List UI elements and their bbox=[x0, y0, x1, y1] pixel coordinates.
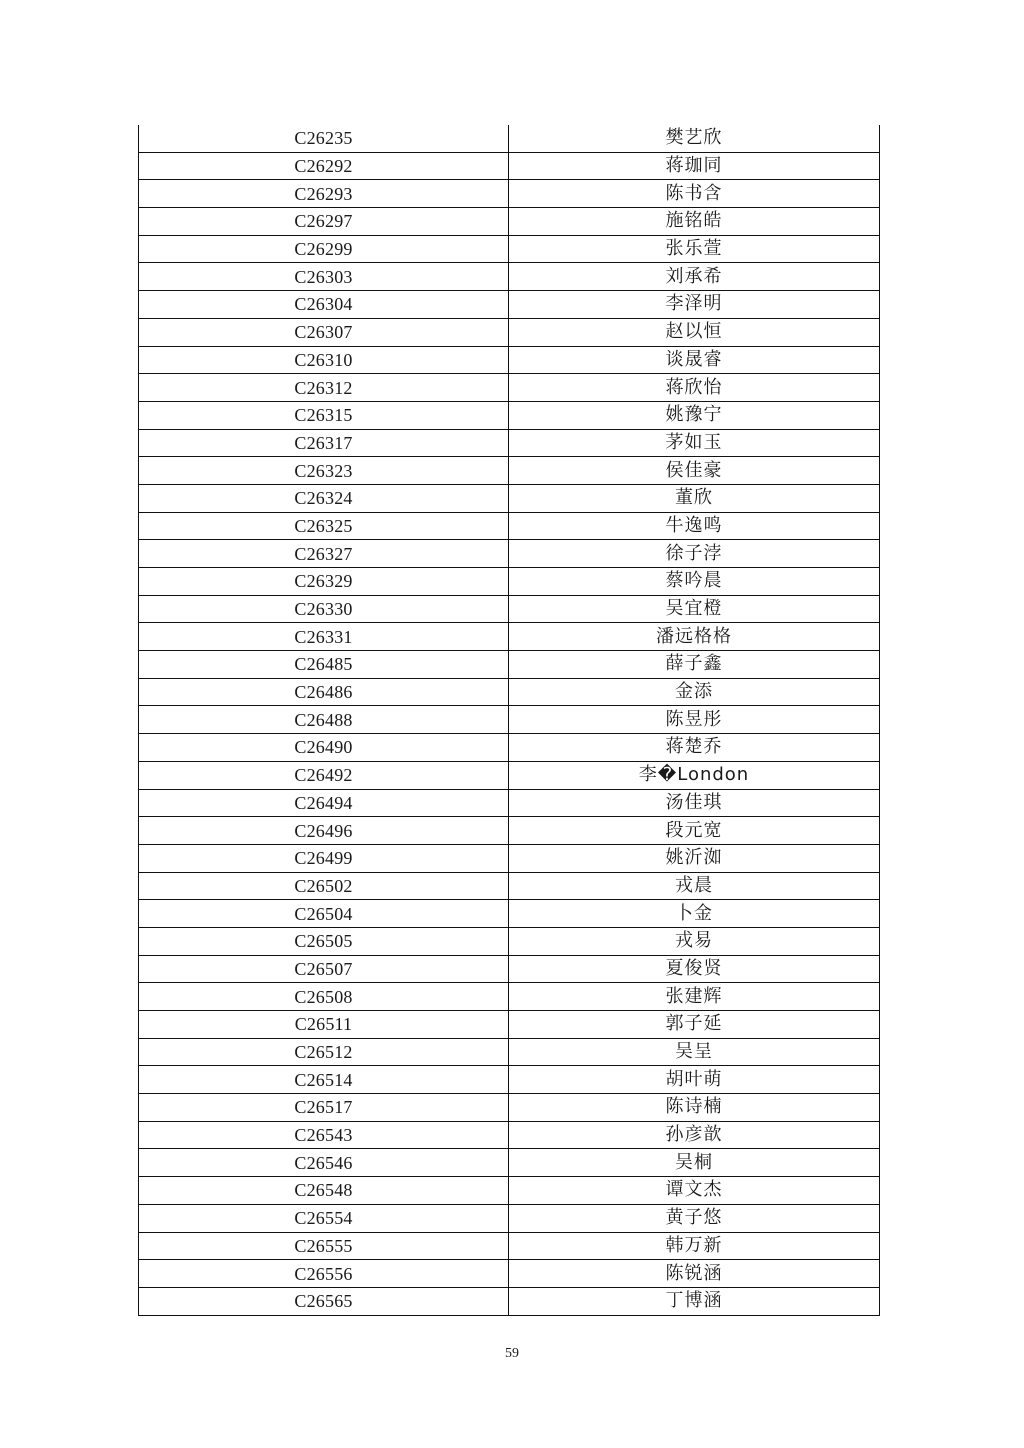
table-row bbox=[139, 291, 880, 319]
candidate-id-cell: C26488 bbox=[139, 706, 509, 734]
candidate-id-cell: C26556 bbox=[139, 1260, 509, 1288]
candidate-name-cell: 丁博涵 bbox=[509, 1287, 880, 1315]
candidate-id-cell: C26315 bbox=[139, 401, 509, 429]
candidate-name-cell: 黄子悠 bbox=[509, 1204, 880, 1232]
candidate-id-cell: C26327 bbox=[139, 540, 509, 568]
candidate-id-cell: C26303 bbox=[139, 263, 509, 291]
table-row bbox=[139, 1011, 880, 1039]
candidate-name-cell: 李�London bbox=[509, 761, 880, 789]
table-row bbox=[139, 208, 880, 236]
candidate-id-cell: C26499 bbox=[139, 844, 509, 872]
candidate-name-cell: 董欣 bbox=[509, 484, 880, 512]
candidate-name-cell: 潘远格格 bbox=[509, 623, 880, 651]
candidate-name-cell: 蔡吟晨 bbox=[509, 568, 880, 596]
table-row bbox=[139, 983, 880, 1011]
candidate-name-cell: 樊艺欣 bbox=[509, 125, 880, 152]
candidate-id-cell: C26502 bbox=[139, 872, 509, 900]
candidate-name-cell: 夏俊贤 bbox=[509, 955, 880, 983]
candidate-id-cell: C26235 bbox=[139, 125, 509, 152]
table-row bbox=[139, 1260, 880, 1288]
candidate-name-cell: 蒋欣怡 bbox=[509, 374, 880, 402]
candidate-id-cell: C26485 bbox=[139, 651, 509, 679]
roster-table-body bbox=[139, 125, 880, 1315]
candidate-name-cell: 段元宽 bbox=[509, 817, 880, 845]
table-row bbox=[139, 484, 880, 512]
candidate-id-cell: C26331 bbox=[139, 623, 509, 651]
candidate-name-cell: 陈锐涵 bbox=[509, 1260, 880, 1288]
candidate-id-cell: C26494 bbox=[139, 789, 509, 817]
candidate-id-cell: C26312 bbox=[139, 374, 509, 402]
candidate-id-cell: C26508 bbox=[139, 983, 509, 1011]
table-row bbox=[139, 125, 880, 152]
candidate-name-cell: 牛逸鸣 bbox=[509, 512, 880, 540]
table-row bbox=[139, 1287, 880, 1315]
candidate-name-cell: 戎晨 bbox=[509, 872, 880, 900]
candidate-id-cell: C26548 bbox=[139, 1177, 509, 1205]
candidate-name-cell: 侯佳豪 bbox=[509, 457, 880, 485]
candidate-id-cell: C26505 bbox=[139, 927, 509, 955]
candidate-id-cell: C26490 bbox=[139, 734, 509, 762]
candidate-name-cell: 刘承希 bbox=[509, 263, 880, 291]
table-row bbox=[139, 1121, 880, 1149]
candidate-id-cell: C26565 bbox=[139, 1287, 509, 1315]
candidate-name-cell: 汤佳琪 bbox=[509, 789, 880, 817]
candidate-name-cell: 吴桐 bbox=[509, 1149, 880, 1177]
table-row bbox=[139, 429, 880, 457]
table-row bbox=[139, 844, 880, 872]
table-row bbox=[139, 817, 880, 845]
candidate-name-cell: 姚沂洳 bbox=[509, 844, 880, 872]
candidate-id-cell: C26517 bbox=[139, 1094, 509, 1122]
table-row bbox=[139, 761, 880, 789]
table-row bbox=[139, 346, 880, 374]
candidate-name-cell: 金添 bbox=[509, 678, 880, 706]
candidate-name-cell: 谈晟睿 bbox=[509, 346, 880, 374]
candidate-name-cell: 张乐萱 bbox=[509, 235, 880, 263]
table-row bbox=[139, 789, 880, 817]
table-row bbox=[139, 1177, 880, 1205]
table-row bbox=[139, 457, 880, 485]
table-row bbox=[139, 955, 880, 983]
candidate-id-cell: C26496 bbox=[139, 817, 509, 845]
candidate-id-cell: C26292 bbox=[139, 152, 509, 180]
candidate-name-cell: 孙彦歆 bbox=[509, 1121, 880, 1149]
table-row bbox=[139, 1038, 880, 1066]
table-row bbox=[139, 1094, 880, 1122]
table-row bbox=[139, 263, 880, 291]
table-row bbox=[139, 734, 880, 762]
candidate-name-cell: 吴宜橙 bbox=[509, 595, 880, 623]
table-row bbox=[139, 318, 880, 346]
candidate-name-cell: 薛子鑫 bbox=[509, 651, 880, 679]
candidate-id-cell: C26555 bbox=[139, 1232, 509, 1260]
table-row bbox=[139, 235, 880, 263]
candidate-id-cell: C26323 bbox=[139, 457, 509, 485]
table-row bbox=[139, 180, 880, 208]
candidate-id-cell: C26543 bbox=[139, 1121, 509, 1149]
candidate-id-cell: C26329 bbox=[139, 568, 509, 596]
candidate-name-cell: 张建辉 bbox=[509, 983, 880, 1011]
candidate-name-cell: 李泽明 bbox=[509, 291, 880, 319]
candidate-id-cell: C26317 bbox=[139, 429, 509, 457]
candidate-name-cell: 徐子浡 bbox=[509, 540, 880, 568]
table-row bbox=[139, 512, 880, 540]
roster-table bbox=[138, 125, 880, 1316]
table-row bbox=[139, 678, 880, 706]
candidate-name-cell: 施铭皓 bbox=[509, 208, 880, 236]
candidate-name-cell: 姚豫宁 bbox=[509, 401, 880, 429]
table-row bbox=[139, 872, 880, 900]
candidate-id-cell: C26554 bbox=[139, 1204, 509, 1232]
candidate-id-cell: C26325 bbox=[139, 512, 509, 540]
candidate-name-cell: 陈昱彤 bbox=[509, 706, 880, 734]
candidate-id-cell: C26297 bbox=[139, 208, 509, 236]
candidate-id-cell: C26507 bbox=[139, 955, 509, 983]
candidate-id-cell: C26546 bbox=[139, 1149, 509, 1177]
table-row bbox=[139, 595, 880, 623]
table-row bbox=[139, 1232, 880, 1260]
candidate-name-cell: 谭文杰 bbox=[509, 1177, 880, 1205]
candidate-name-cell: 陈书含 bbox=[509, 180, 880, 208]
table-row bbox=[139, 540, 880, 568]
candidate-name-cell: 赵以恒 bbox=[509, 318, 880, 346]
candidate-id-cell: C26512 bbox=[139, 1038, 509, 1066]
candidate-id-cell: C26324 bbox=[139, 484, 509, 512]
candidate-name-cell: 吴呈 bbox=[509, 1038, 880, 1066]
table-row bbox=[139, 623, 880, 651]
candidate-id-cell: C26330 bbox=[139, 595, 509, 623]
candidate-id-cell: C26511 bbox=[139, 1011, 509, 1039]
table-row bbox=[139, 1204, 880, 1232]
table-row bbox=[139, 900, 880, 928]
table-row bbox=[139, 927, 880, 955]
candidate-id-cell: C26486 bbox=[139, 678, 509, 706]
page-number: 59 bbox=[505, 1346, 519, 1361]
table-row bbox=[139, 1066, 880, 1094]
table-row bbox=[139, 401, 880, 429]
table-row bbox=[139, 651, 880, 679]
candidate-id-cell: C26304 bbox=[139, 291, 509, 319]
candidate-name-cell: 蒋珈同 bbox=[509, 152, 880, 180]
candidate-id-cell: C26504 bbox=[139, 900, 509, 928]
candidate-name-cell: 蒋楚乔 bbox=[509, 734, 880, 762]
candidate-name-cell: 茅如玉 bbox=[509, 429, 880, 457]
table-row bbox=[139, 374, 880, 402]
candidate-id-cell: C26299 bbox=[139, 235, 509, 263]
table-row bbox=[139, 152, 880, 180]
candidate-id-cell: C26514 bbox=[139, 1066, 509, 1094]
candidate-id-cell: C26307 bbox=[139, 318, 509, 346]
candidate-id-cell: C26310 bbox=[139, 346, 509, 374]
table-row bbox=[139, 568, 880, 596]
candidate-name-cell: 戎易 bbox=[509, 927, 880, 955]
candidate-id-cell: C26492 bbox=[139, 761, 509, 789]
table-row bbox=[139, 706, 880, 734]
candidate-name-cell: 韩万新 bbox=[509, 1232, 880, 1260]
candidate-name-cell: 胡叶萌 bbox=[509, 1066, 880, 1094]
candidate-name-cell: 陈诗楠 bbox=[509, 1094, 880, 1122]
candidate-id-cell: C26293 bbox=[139, 180, 509, 208]
candidate-name-cell: 卜金 bbox=[509, 900, 880, 928]
table-row bbox=[139, 1149, 880, 1177]
candidate-name-cell: 郭子延 bbox=[509, 1011, 880, 1039]
